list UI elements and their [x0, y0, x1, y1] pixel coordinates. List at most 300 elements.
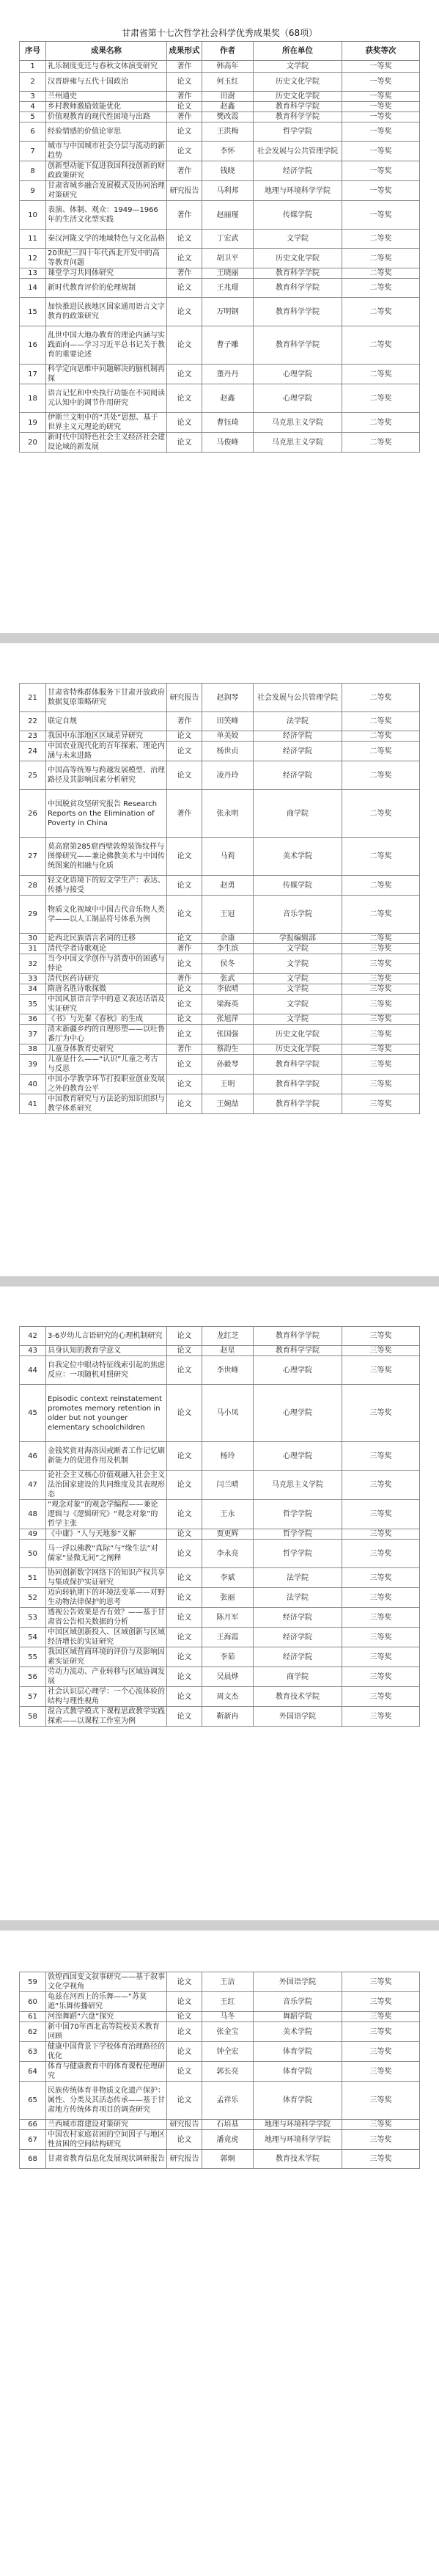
- table-row: [20, 731, 420, 742]
- cell-type: 论文: [167, 761, 202, 790]
- cell-author: 李世峰: [202, 1356, 254, 1385]
- table-row: [20, 1540, 420, 1568]
- table-row: [20, 1346, 420, 1356]
- cell-name: 我国中东部地区区域差异研究: [46, 731, 167, 742]
- cell-type: 论文: [167, 122, 202, 142]
- table-row: [20, 1667, 420, 1687]
- table-row: [20, 2062, 420, 2082]
- cell-name: 论西北民族语言名词的迁移: [46, 934, 167, 944]
- table-row: [20, 684, 420, 712]
- cell-type: 论文: [167, 365, 202, 384]
- table-row: [20, 1687, 420, 1707]
- cell-type: 论文: [167, 142, 202, 161]
- cell-grade: 三等奖: [342, 1094, 420, 1114]
- cell-grade: 一等奖: [342, 92, 420, 102]
- cell-type: 著作: [167, 712, 202, 731]
- cell-name: 新时代中国特色社会主义经济社会建设论域的新发展: [46, 433, 167, 453]
- table-row: [20, 2130, 420, 2150]
- cell-type: 论文: [167, 2062, 202, 2082]
- table-row: [20, 896, 420, 934]
- cell-no: 67: [20, 2130, 46, 2150]
- cell-type: 论文: [167, 1707, 202, 1727]
- cell-unit: 舞蹈学院: [254, 2012, 342, 2022]
- cell-name: 当今中国文学创作与消费中的困惑与悖论: [46, 954, 167, 974]
- cell-unit: 文学院: [254, 984, 342, 995]
- cell-unit: 马克思主义学院: [254, 433, 342, 453]
- cell-name: 3-6岁幼儿言语研究的心理机制研究: [46, 1327, 167, 1346]
- cell-author: 赵鑫: [202, 102, 254, 112]
- column-header-type: 成果形式: [167, 42, 202, 61]
- page-4: [0, 1931, 439, 2576]
- cell-author: 赵星: [202, 1346, 254, 1356]
- cell-no: 35: [20, 995, 46, 1014]
- cell-type: 论文: [167, 954, 202, 974]
- cell-name: 清代学者诗歌观论: [46, 944, 167, 954]
- cell-type: 论文: [167, 995, 202, 1014]
- cell-no: 32: [20, 954, 46, 974]
- cell-name: “观念对象”的观念学编程——兼论逻辑与《逻辑研究》“观念对象”的哲学主张: [46, 1500, 167, 1529]
- cell-no: 30: [20, 934, 46, 944]
- cell-grade: 二等奖: [342, 684, 420, 712]
- cell-author: 张金宝: [202, 2022, 254, 2042]
- cell-grade: 二等奖: [342, 298, 420, 326]
- cell-no: 38: [20, 1044, 46, 1055]
- cell-author: 赵鑫: [202, 384, 254, 413]
- cell-author: 胡卫平: [202, 249, 254, 268]
- cell-name: 课堂学习共同体研究: [46, 268, 167, 279]
- cell-unit: 经济学院: [254, 1608, 342, 1628]
- cell-unit: 音乐学院: [254, 896, 342, 934]
- cell-unit: 经济学院: [254, 1647, 342, 1667]
- cell-author: 马小凤: [202, 1385, 254, 1442]
- cell-unit: 法学院: [254, 1568, 342, 1588]
- cell-name: 清代医药诗研究: [46, 974, 167, 984]
- cell-name: Episodic context reinstatement promotes memory retention in older but not younger elementary schoolchildren: [46, 1385, 167, 1442]
- cell-grade: 三等奖: [342, 1647, 420, 1667]
- cell-author: 王晓丽: [202, 268, 254, 279]
- cell-type: 论文: [167, 896, 202, 934]
- cell-unit: 商学院: [254, 1667, 342, 1687]
- cell-unit: 教育科学学院: [254, 298, 342, 326]
- table-row: [20, 954, 420, 974]
- cell-type: 论文: [167, 984, 202, 995]
- cell-no: 43: [20, 1346, 46, 1356]
- document-title: 甘肃省第十七次哲学社会科学优秀成果奖（68项）: [121, 28, 318, 38]
- table-row: [20, 995, 420, 1014]
- table-row: [20, 1992, 420, 2012]
- cell-grade: 三等奖: [342, 1707, 420, 1727]
- cell-author: 梁海英: [202, 995, 254, 1014]
- cell-author: 何玉红: [202, 73, 254, 92]
- cell-type: 著作: [167, 61, 202, 73]
- cell-name: 《中庸》“人与天地参”义解: [46, 1529, 167, 1540]
- cell-grade: 三等奖: [342, 1687, 420, 1707]
- cell-name: 甘肃省城乡融合发展模式及协同治理对策研究: [46, 181, 167, 201]
- cell-no: 14: [20, 279, 46, 298]
- cell-unit: 美术学院: [254, 2022, 342, 2042]
- cell-name: 儿童身体教育史研究: [46, 1044, 167, 1055]
- cell-no: 22: [20, 712, 46, 731]
- cell-author: 单美姣: [202, 731, 254, 742]
- cell-type: 论文: [167, 1608, 202, 1628]
- cell-grade: 一等奖: [342, 102, 420, 112]
- cell-no: 3: [20, 92, 46, 102]
- cell-unit: 经济学院: [254, 761, 342, 790]
- cell-author: 钱晓: [202, 161, 254, 181]
- table-row: [20, 279, 420, 298]
- cell-unit: 传媒学院: [254, 201, 342, 230]
- cell-unit: 经济学院: [254, 1628, 342, 1647]
- cell-grade: 三等奖: [342, 2012, 420, 2022]
- cell-unit: 教育科学学院: [254, 102, 342, 112]
- table-row: [20, 181, 420, 201]
- cell-unit: 心理学院: [254, 384, 342, 413]
- cell-unit: 教育科学学院: [254, 279, 342, 298]
- cell-no: 15: [20, 298, 46, 326]
- cell-type: 研究报告: [167, 2120, 202, 2130]
- cell-no: 5: [20, 112, 46, 122]
- table-row: [20, 2022, 420, 2042]
- cell-author: 赵勇: [202, 876, 254, 896]
- cell-no: 16: [20, 326, 46, 365]
- table-row: [20, 742, 420, 761]
- cell-no: 33: [20, 974, 46, 984]
- cell-author: 张旭萍: [202, 1014, 254, 1025]
- cell-name: 体育与健康教育中的体育课程伦理研究: [46, 2062, 167, 2082]
- cell-type: 论文: [167, 1356, 202, 1385]
- table-row: [20, 326, 420, 365]
- cell-type: 研究报告: [167, 2150, 202, 2169]
- cell-no: 9: [20, 181, 46, 201]
- cell-no: 62: [20, 2022, 46, 2042]
- cell-grade: 三等奖: [342, 1327, 420, 1346]
- cell-author: 石培基: [202, 2120, 254, 2130]
- cell-no: 40: [20, 1075, 46, 1094]
- cell-author: 杨玲: [202, 1442, 254, 1471]
- cell-unit: 历史文化学院: [254, 1025, 342, 1044]
- cell-author: 田澍: [202, 92, 254, 102]
- table-row: [20, 1568, 420, 1588]
- cell-type: 论文: [167, 1014, 202, 1025]
- cell-unit: 心理学院: [254, 1385, 342, 1442]
- cell-grade: 三等奖: [342, 1025, 420, 1044]
- cell-author: 万明钢: [202, 298, 254, 326]
- cell-no: 51: [20, 1568, 46, 1588]
- cell-no: 46: [20, 1442, 46, 1471]
- cell-no: 64: [20, 2062, 46, 2082]
- cell-name: 中国脱贫攻坚研究报告 Research Reports on the Elimination of Poverty in China: [46, 790, 167, 838]
- cell-unit: 马克思主义学院: [254, 1471, 342, 1500]
- cell-no: 31: [20, 944, 46, 954]
- cell-unit: 体育学院: [254, 2082, 342, 2120]
- cell-author: 郭长亮: [202, 2062, 254, 2082]
- cell-unit: 地理与环境科学学院: [254, 2120, 342, 2130]
- cell-no: 17: [20, 365, 46, 384]
- cell-author: 张丽: [202, 1588, 254, 1608]
- cell-grade: 三等奖: [342, 1992, 420, 2012]
- cell-author: 樊改霞: [202, 112, 254, 122]
- cell-name: 价值观教育的现代性困境与出路: [46, 112, 167, 122]
- cell-type: 论文: [167, 279, 202, 298]
- cell-unit: 历史文化学院: [254, 1044, 342, 1055]
- cell-type: 论文: [167, 1500, 202, 1529]
- cell-grade: 二等奖: [342, 712, 420, 731]
- table-row: [20, 1044, 420, 1055]
- cell-type: 研究报告: [167, 181, 202, 201]
- cell-grade: 三等奖: [342, 995, 420, 1014]
- cell-unit: 教育科学学院: [254, 112, 342, 122]
- cell-no: 27: [20, 838, 46, 876]
- cell-no: 54: [20, 1628, 46, 1647]
- cell-no: 24: [20, 742, 46, 761]
- page-1: [0, 0, 439, 633]
- cell-grade: 三等奖: [342, 1540, 420, 1568]
- cell-author: 闫兰晴: [202, 1471, 254, 1500]
- cell-type: 论文: [167, 230, 202, 249]
- cell-author: 王海霞: [202, 1628, 254, 1647]
- cell-unit: 地理与环境科学学院: [254, 2130, 342, 2150]
- cell-author: 赵丽瑾: [202, 201, 254, 230]
- cell-unit: 教育科学学院: [254, 1075, 342, 1094]
- cell-name: 兰州通史: [46, 92, 167, 102]
- cell-name: 民族传统体育非物质文化遗产保护：属性、分类及其活态传承——基于甘肃地方传统体育项目的调查研究: [46, 2082, 167, 2120]
- cell-type: 论文: [167, 1094, 202, 1114]
- cell-no: 39: [20, 1055, 46, 1075]
- table-row: [20, 944, 420, 954]
- cell-grade: 三等奖: [342, 1055, 420, 1075]
- cell-grade: 一等奖: [342, 61, 420, 73]
- cell-author: 潘竟虎: [202, 2130, 254, 2150]
- cell-no: 48: [20, 1500, 46, 1529]
- cell-type: 著作: [167, 974, 202, 984]
- cell-no: 2: [20, 73, 46, 92]
- cell-grade: 二等奖: [342, 230, 420, 249]
- cell-name: 中国区域创新投入、区域创新与区域经济增长的实证研究: [46, 1628, 167, 1647]
- table-row: [20, 1707, 420, 1727]
- table-row: [20, 984, 420, 995]
- cell-unit: 经济学院: [254, 161, 342, 181]
- cell-name: 礼乐制度变迁与春秋文体演变研究: [46, 61, 167, 73]
- cell-type: 著作: [167, 92, 202, 102]
- cell-unit: 文学院: [254, 974, 342, 984]
- cell-unit: 商学院: [254, 790, 342, 838]
- awards-table-1: [19, 41, 420, 453]
- cell-unit: 文学院: [254, 230, 342, 249]
- cell-author: 张永明: [202, 790, 254, 838]
- cell-name: 自我定位中眼动特征线索引起的焦虑反应：一项随机对照研究: [46, 1356, 167, 1385]
- cell-grade: 三等奖: [342, 1628, 420, 1647]
- table-row: [20, 712, 420, 731]
- cell-unit: 传媒学院: [254, 876, 342, 896]
- cell-grade: 三等奖: [342, 974, 420, 984]
- cell-author: 张国强: [202, 1025, 254, 1044]
- cell-type: 论文: [167, 1972, 202, 1992]
- cell-grade: 一等奖: [342, 142, 420, 161]
- cell-grade: 二等奖: [342, 742, 420, 761]
- cell-no: 56: [20, 1667, 46, 1687]
- cell-name: 清末新疆乡约的自理形塑——以吐鲁番厅为中心: [46, 1025, 167, 1044]
- cell-name: 社会认识层心理学：一个心流体验的结构与理性视角: [46, 1687, 167, 1707]
- cell-unit: 哲学学院: [254, 1500, 342, 1529]
- table-row: [20, 934, 420, 944]
- cell-author: 王明: [202, 1075, 254, 1094]
- cell-type: 论文: [167, 2042, 202, 2062]
- cell-type: 论文: [167, 1588, 202, 1608]
- cell-type: 论文: [167, 742, 202, 761]
- cell-grade: 二等奖: [342, 326, 420, 365]
- cell-unit: 教育技术学院: [254, 1687, 342, 1707]
- table-row: [20, 2082, 420, 2120]
- cell-author: 王洁: [202, 1972, 254, 1992]
- cell-grade: 三等奖: [342, 2130, 420, 2150]
- table-row: [20, 201, 420, 230]
- cell-author: 蔡韵生: [202, 1044, 254, 1055]
- table-row: [20, 761, 420, 790]
- cell-type: 论文: [167, 1529, 202, 1540]
- cell-name: 具身认知的教育学意义: [46, 1346, 167, 1356]
- cell-name: 隋唐名胜诗歌探微: [46, 984, 167, 995]
- cell-author: 李茹: [202, 1647, 254, 1667]
- cell-unit: 心理学院: [254, 365, 342, 384]
- table-row: [20, 433, 420, 453]
- cell-name: 联定自规: [46, 712, 167, 731]
- cell-unit: 教育科学学院: [254, 1094, 342, 1114]
- table-row: [20, 268, 420, 279]
- cell-name: 我国区域营商环境的评价与及影响因素实证研究: [46, 1647, 167, 1667]
- cell-no: 68: [20, 2150, 46, 2169]
- cell-no: 4: [20, 102, 46, 112]
- table-row: [20, 92, 420, 102]
- table-row: [20, 2120, 420, 2130]
- cell-grade: 三等奖: [342, 2150, 420, 2169]
- cell-no: 57: [20, 1687, 46, 1707]
- cell-grade: 二等奖: [342, 384, 420, 413]
- cell-author: 孙毅琴: [202, 1055, 254, 1075]
- table-row: [20, 73, 420, 92]
- cell-unit: 音乐学院: [254, 1992, 342, 2012]
- cell-grade: 三等奖: [342, 1346, 420, 1356]
- cell-type: 著作: [167, 944, 202, 954]
- cell-no: 66: [20, 2120, 46, 2130]
- cell-name: 儿童是什么——“认识”儿童之考古与反思: [46, 1055, 167, 1075]
- cell-no: 8: [20, 161, 46, 181]
- cell-type: 论文: [167, 1628, 202, 1647]
- cell-unit: 文学院: [254, 995, 342, 1014]
- cell-unit: 历史文化学院: [254, 249, 342, 268]
- cell-name: 莫高窟第285窟西壁敦煌装饰纹样与图像研究——兼论佛教美术与中国传统图案的相融与化质: [46, 838, 167, 876]
- cell-author: 周文杰: [202, 1687, 254, 1707]
- table-row: [20, 112, 420, 122]
- cell-name: 马一浮以佛教“真际”与“缘生法”对儒家“显微无间”之阐释: [46, 1540, 167, 1568]
- cell-unit: 教育科学学院: [254, 1055, 342, 1075]
- cell-type: 著作: [167, 1044, 202, 1055]
- table-row: [20, 1608, 420, 1628]
- cell-type: 论文: [167, 1327, 202, 1346]
- cell-name: 表演、体制、观众：1949—1966年的生活文化型实践: [46, 201, 167, 230]
- cell-grade: 三等奖: [342, 1972, 420, 1992]
- cell-type: 论文: [167, 2130, 202, 2150]
- cell-no: 55: [20, 1647, 46, 1667]
- cell-grade: 二等奖: [342, 934, 420, 944]
- cell-no: 18: [20, 384, 46, 413]
- cell-author: 李生滨: [202, 944, 254, 954]
- cell-grade: 一等奖: [342, 161, 420, 181]
- cell-no: 44: [20, 1356, 46, 1385]
- table-row: [20, 1500, 420, 1529]
- table-row: [20, 142, 420, 161]
- cell-no: 25: [20, 761, 46, 790]
- cell-name: 透视公告效果是否有效？——基于甘肃省公告相关数据的分析: [46, 1608, 167, 1628]
- cell-no: 53: [20, 1608, 46, 1628]
- cell-name: 甘肃省特殊群体服务下甘肃开放政府数据复原策略研究: [46, 684, 167, 712]
- cell-author: 李依晴: [202, 984, 254, 995]
- cell-author: 王兆璟: [202, 279, 254, 298]
- cell-grade: 二等奖: [342, 433, 420, 453]
- cell-type: 著作: [167, 790, 202, 838]
- table-row: [20, 1327, 420, 1346]
- cell-unit: 学报编辑部: [254, 934, 342, 944]
- cell-unit: 教育科学学院: [254, 1327, 342, 1346]
- column-header-unit: 所在单位: [254, 42, 342, 61]
- table-row: [20, 161, 420, 181]
- cell-author: 马冬: [202, 2012, 254, 2022]
- cell-type: 论文: [167, 876, 202, 896]
- cell-grade: 三等奖: [342, 1667, 420, 1687]
- column-header-author: 作者: [202, 42, 254, 61]
- cell-unit: 文学院: [254, 1014, 342, 1025]
- cell-author: 曹钰琦: [202, 413, 254, 433]
- cell-author: 李永亮: [202, 1540, 254, 1568]
- cell-author: 马莉: [202, 838, 254, 876]
- cell-name: 中国农村家庭贫困的空间因子与地区性贫困的空间结构研究: [46, 2130, 167, 2150]
- cell-unit: 美术学院: [254, 838, 342, 876]
- cell-unit: 哲学学院: [254, 1529, 342, 1540]
- cell-type: 著作: [167, 161, 202, 181]
- cell-type: 论文: [167, 1025, 202, 1044]
- table-row: [20, 2012, 420, 2022]
- cell-author: 丁宏武: [202, 230, 254, 249]
- table-row: [20, 1094, 420, 1114]
- cell-unit: 文学院: [254, 944, 342, 954]
- cell-unit: 社会发展与公共管理学院: [254, 684, 342, 712]
- cell-grade: 一等奖: [342, 201, 420, 230]
- cell-grade: 一等奖: [342, 112, 420, 122]
- cell-type: 论文: [167, 1992, 202, 2012]
- cell-unit: 教育科学学院: [254, 1346, 342, 1356]
- cell-name: 轻文化语境下的短文学生产：表达、传播与接受: [46, 876, 167, 896]
- cell-name: 经验情感的价值论审思: [46, 122, 167, 142]
- cell-no: 61: [20, 2012, 46, 2022]
- cell-type: 论文: [167, 102, 202, 112]
- cell-name: 甘肃省教育信息化发展现状调研报告: [46, 2150, 167, 2169]
- cell-name: 协同创新数字网络下的知识产权共享与集成保护实证研究: [46, 1568, 167, 1588]
- cell-type: 论文: [167, 2012, 202, 2022]
- table-row: [20, 230, 420, 249]
- cell-author: 曹子雕: [202, 326, 254, 365]
- cell-no: 23: [20, 731, 46, 742]
- table-row: [20, 974, 420, 984]
- cell-name: 龟兹在河西上的乐舞——“苏莫遮”乐舞传播研究: [46, 1992, 167, 2012]
- cell-grade: 三等奖: [342, 2120, 420, 2130]
- cell-name: 中国高等统筹与跨越发展模型、治理路径及其影响因素分析研究: [46, 761, 167, 790]
- table-header-row: [20, 42, 420, 61]
- table-row: [20, 1055, 420, 1075]
- cell-no: 42: [20, 1327, 46, 1346]
- cell-grade: 二等奖: [342, 838, 420, 876]
- cell-grade: 三等奖: [342, 1075, 420, 1094]
- table-row: [20, 122, 420, 142]
- cell-type: 论文: [167, 1667, 202, 1687]
